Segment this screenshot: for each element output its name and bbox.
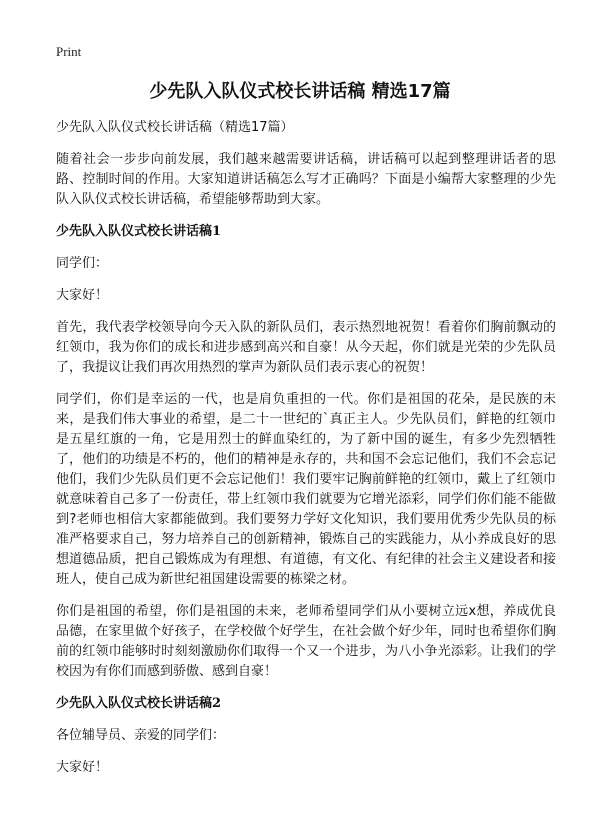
- paragraph: 大家好！: [56, 288, 109, 303]
- section-heading-1: 少先队入队仪式校长讲话稿1: [56, 224, 222, 239]
- print-label[interactable]: Print: [56, 44, 82, 59]
- paragraph: 同学们：: [56, 256, 109, 271]
- document-body: [56, 118, 556, 790]
- paragraph: 你们是祖国的希望，你们是祖国的未来，老师希望同学们从小要树立远x想，养成优良品德，在家里做个好孩子，在学校做个好学生，在社会做个好少年，同时也希望你们胸前的红领巾能够时时刻刻激励你们取得一个又一个进步，为八小争光添彩。让我们的学校因为有你们而感到骄傲、感到自豪！: [56, 604, 556, 679]
- intro-paragraph: 随着社会一步步向前发展，我们越来越需要讲话稿，讲话稿可以起到整理讲话者的思路、控制时间的作用。大家知道讲话稿怎么写才正确吗？下面是小编帮大家整理的少先队入队仪式校长讲话稿，希望能够帮助到大家。: [56, 152, 556, 207]
- paragraph: 首先，我代表学校领导向今天入队的新队员们，表示热烈地祝贺！看着你们胸前飘动的红领巾，我为你们的成长和进步感到高兴和自豪！从今天起，你们就是光荣的少先队员了，我提议让我们再次用热烈的掌声为新队员们表示衷心的祝贺！: [56, 320, 556, 375]
- document-title: 少先队入队仪式校长讲话稿 精选17篇: [149, 81, 451, 102]
- paragraph: 各位辅导员、亲爱的同学们：: [56, 728, 226, 743]
- section-heading-2: 少先队入队仪式校长讲话稿2: [56, 696, 222, 711]
- document-subtitle: 少先队入队仪式校长讲话稿（精选17篇）: [56, 120, 294, 135]
- paragraph: 同学们，你们是幸运的一代，也是肩负重担的一代。你们是祖国的花朵，是民族的未来，是我们伟大事业的希望，是二十一世纪的`真正主人。少先队员们，鲜艳的红领巾是五星红旗的一角，它是用烈士的鲜血染红的，为了新中国的诞生，有多少先烈牺牲了，他们的功绩是不朽的，他们的精神是永存的，共和国不会忘记他们，我们不会忘记他们，我们少先队员们更不会忘记他们！我们要牢记胸前鲜艳的红领巾，戴上了红领巾就意味着自己多了一份责任，带上红领巾我们就要为它增光添彩，同学们你们能不能做到?老师也相信大家都能做到。我们要努力学好文化知识，我们要用优秀少先队员的标准严格要求自己，努力培养自己的创新精神，锻炼自己的实践能力，从小养成良好的思想道德品质，把自己锻炼成为有理想、有道德，有文化、有纪律的社会主义建设者和接班人，使自己成为新世纪祖国建设需要的栋梁之材。: [56, 392, 556, 587]
- paragraph: 大家好！: [56, 760, 109, 775]
